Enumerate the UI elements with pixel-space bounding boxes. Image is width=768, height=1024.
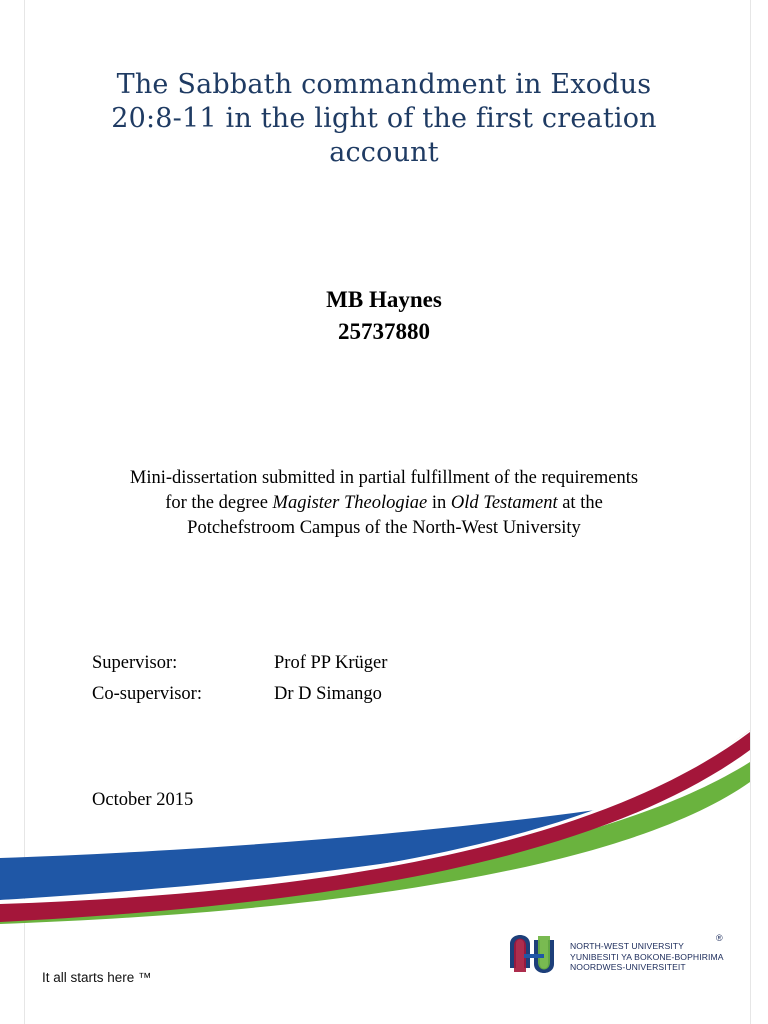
statement-line-2 <box>60 491 708 516</box>
statement-line-1: Mini-dissertation submitted in partial fulfillment of the requirements <box>129 468 639 488</box>
supervisor-row <box>92 653 387 674</box>
tagline: It all starts here ™ <box>42 970 152 985</box>
statement-prefix: for the degree <box>165 493 273 513</box>
supervisor-name: Prof PP Krüger <box>274 653 388 673</box>
author-block <box>0 284 768 348</box>
title-line-3: account <box>329 137 439 168</box>
title-line-1: The Sabbath commandment in Exodus <box>116 69 652 100</box>
student-number: 25737880 <box>338 319 430 344</box>
statement-in: in <box>427 493 451 513</box>
decorative-swoosh <box>0 700 768 940</box>
submission-statement <box>60 466 708 541</box>
university-name-block <box>570 941 724 973</box>
title-line-2: 20:8-11 in the light of the first creation <box>111 103 657 134</box>
supervisor-label: Supervisor: <box>92 653 178 673</box>
statement-line-3: Potchefstroom Campus of the North-West University <box>187 518 581 538</box>
registered-mark: ® <box>716 933 723 943</box>
co-supervisor-name: Dr D Simango <box>274 684 382 704</box>
university-logo-icon <box>504 924 564 984</box>
submission-date: October 2015 <box>92 790 194 810</box>
university-name-english: NORTH-WEST UNIVERSITY <box>570 941 684 951</box>
author-name: MB Haynes <box>326 287 442 312</box>
university-name-afrikaans: NOORDWES-UNIVERSITEIT <box>570 962 686 972</box>
statement-suffix: at the <box>557 493 603 513</box>
university-name-setswana: YUNIBESITI YA BOKONE-BOPHIRIMA <box>570 951 724 962</box>
co-supervisor-label: Co-supervisor: <box>92 684 202 704</box>
field-name: Old Testament <box>450 493 558 513</box>
degree-name: Magister Theologiae <box>272 493 428 513</box>
dissertation-title <box>60 68 708 170</box>
